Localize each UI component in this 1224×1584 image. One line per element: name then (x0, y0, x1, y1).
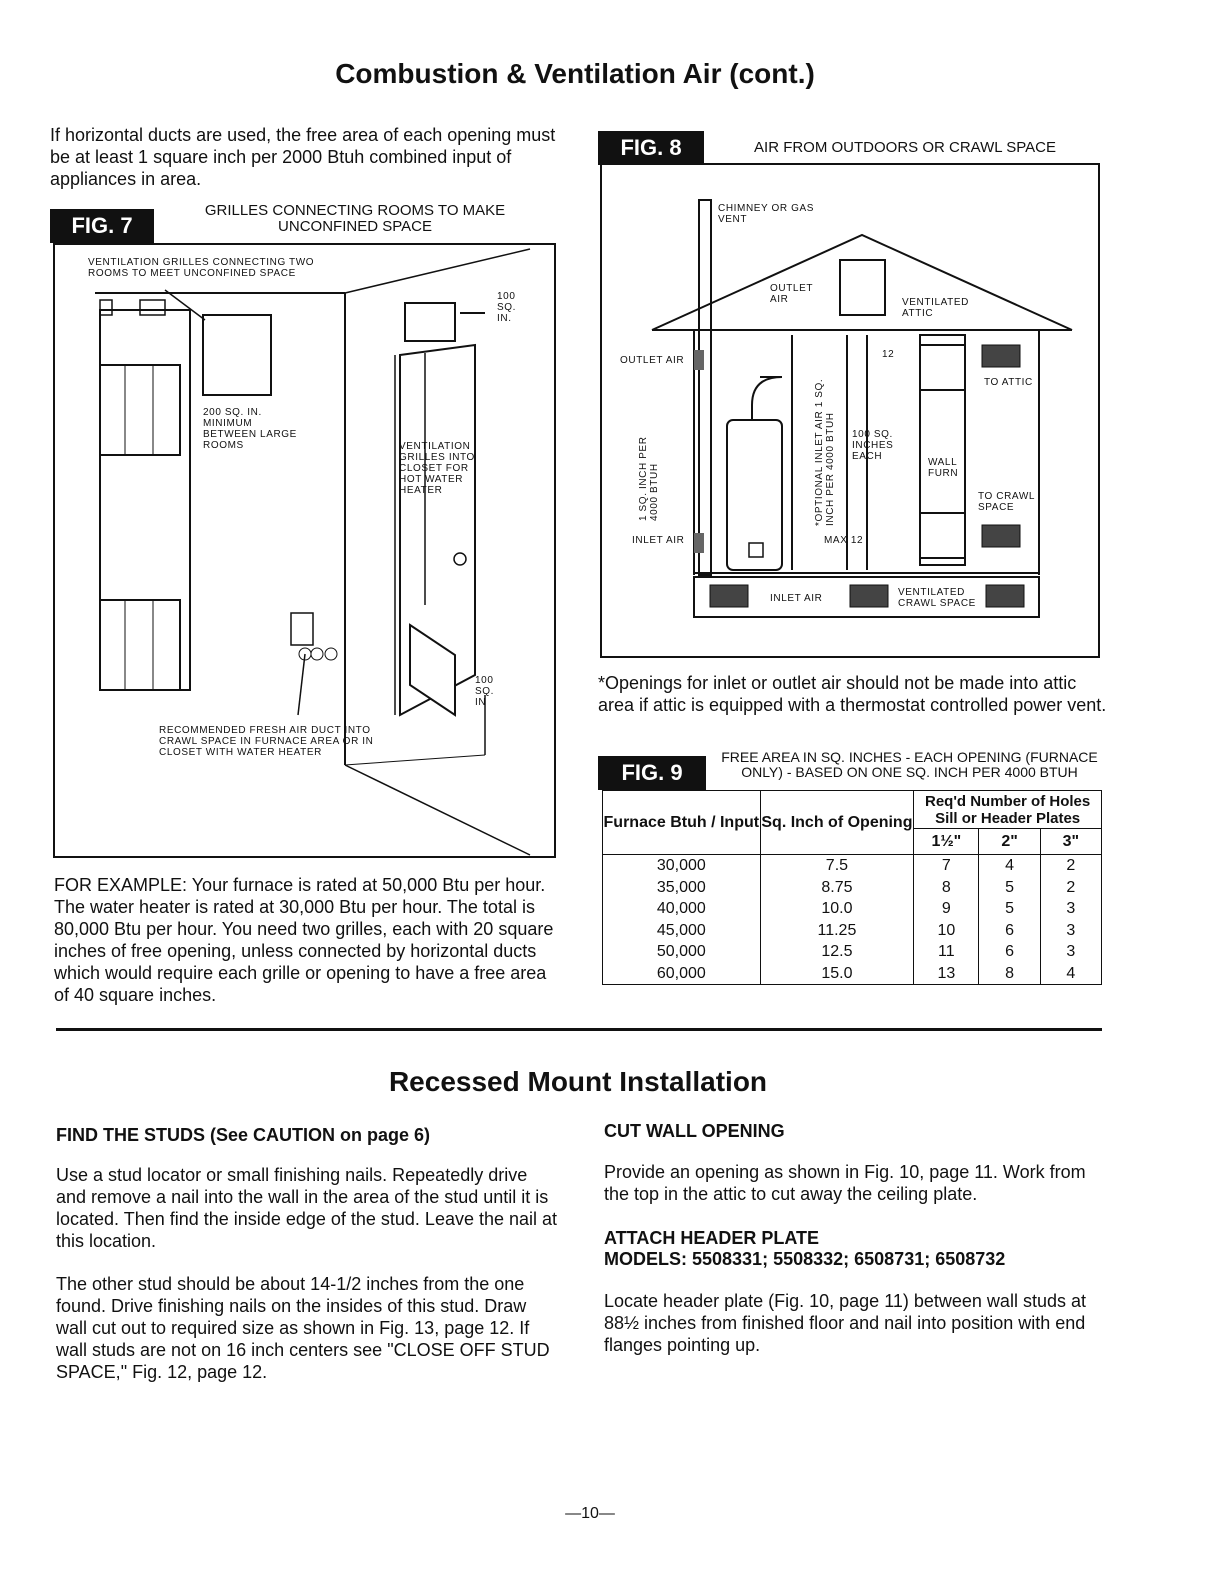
header-3: 3" (1040, 829, 1101, 855)
fig8-note: *Openings for inlet or outlet air should not be made into attic area if attic is equipped with a thermostat controlled power vent. (598, 673, 1107, 715)
fig8-label-outlet-air-top: OUTLET AIR (770, 283, 813, 305)
fig8-label-to-crawl: TO CRAWL SPACE (978, 491, 1035, 513)
fig8-label-wall-furn: WALL FURN (928, 457, 959, 479)
fig7-label-100-top: 100 SQ. IN. (497, 291, 517, 324)
holes-value: 13 (937, 964, 956, 982)
fig7-diagram (53, 243, 556, 858)
holes-value: 6 (1005, 921, 1015, 939)
fig8-label-side-rate: 1 SQ. INCH PER 4000 BTUH (638, 436, 660, 521)
fig8-tag: FIG. 8 (598, 131, 704, 165)
holes-value: 4 (1066, 964, 1076, 982)
sq-inch-value: 12.5 (821, 943, 853, 960)
col-btuh (603, 855, 761, 985)
furnace-top-grille (100, 365, 180, 455)
fig9-table (602, 790, 1102, 985)
holes-value: 6 (1005, 943, 1015, 960)
holes-value: 8 (941, 878, 951, 896)
fig7-label-200-min: 200 SQ. IN. MINIMUM BETWEEN LARGE ROOMS (203, 407, 297, 451)
sq-inch-value: 11.25 (817, 921, 857, 939)
header-1-5: 1½" (914, 829, 979, 855)
header-sq-inch: Sq. Inch of Opening (760, 791, 914, 855)
fig9-tag: FIG. 9 (598, 756, 706, 790)
cut-wall-heading: CUT WALL OPENING (604, 1121, 785, 1141)
holes-value: 10 (937, 921, 956, 939)
find-studs-para2: The other stud should be about 14-1/2 inches from the one found. Drive finishing nails on the insides of this stud. Draw wall cut out to required size as shown in Fig. 13, page 12. If wall studs are not on 16 inch centers see "CLOSE OFF STUD SPACE," Fig. 12, page 12. (56, 1274, 550, 1382)
fig9-caption: FREE AREA IN SQ. INCHES - EACH OPENING (FURNACE ONLY) - BASED ON ONE SQ. INCH PER 4000 BTUH (721, 749, 1098, 780)
holes-value: 5 (1005, 878, 1015, 896)
btuh-value: 40,000 (656, 900, 706, 917)
holes-value: 8 (1005, 964, 1015, 982)
sq-inch-value: 8.75 (821, 878, 853, 896)
holes-value: 2 (1066, 878, 1076, 896)
fig8-label-ventilated-attic: VENTILATED ATTIC (902, 297, 969, 319)
holes-value: 3 (1066, 921, 1076, 939)
col-holes-3 (1040, 855, 1101, 985)
fig8-label-optional-inlet: *OPTIONAL INLET AIR 1 SQ. INCH PER 4000 BTUH (814, 378, 836, 526)
holes-value: 3 (1066, 900, 1076, 917)
header-2: 2" (979, 829, 1040, 855)
holes-value: 7 (941, 857, 951, 874)
example-paragraph: FOR EXAMPLE: Your furnace is rated at 50,000 Btu per hour. The water heater is rated at 30,000 Btu per hour. The total is 80,000 Btu per hour. You need two grilles, each with 20 square inches of free opening, unless connected by horizontal ducts which would require each grille or opening to have a free area of 40 square inches. (54, 875, 554, 1005)
holes-value: 9 (941, 900, 951, 917)
btuh-value: 30,000 (656, 857, 706, 874)
col-holes-1-5 (914, 855, 979, 985)
holes-value: 11 (938, 943, 955, 960)
fig8-label-ventilated-crawl: VENTILATED CRAWL SPACE (898, 587, 976, 609)
fig7-tag: FIG. 7 (50, 209, 154, 243)
fig8-label-inlet-air-left: INLET AIR (632, 535, 685, 546)
section2-title: Recessed Mount Installation (388, 1066, 768, 1097)
page-number: —10— (565, 1505, 615, 1522)
fig8-label-max-12: MAX 12 (824, 535, 864, 546)
fig8-label-outlet-air-left: OUTLET AIR (620, 355, 685, 366)
fig7-illustration (55, 245, 554, 856)
fig8-label-100-sq: 100 SQ. INCHES EACH (852, 429, 894, 462)
fig7-label-fresh-air: RECOMMENDED FRESH AIR DUCT INTO CRAWL SPACE IN FURNACE AREA OR IN CLOSET WITH WATER HEATER (159, 725, 374, 758)
models-heading: MODELS: 5508331; 5508332; 6508731; 6508732 (604, 1249, 1006, 1269)
fig8-caption: AIR FROM OUTDOORS OR CRAWL SPACE (754, 139, 1056, 156)
btuh-value: 50,000 (656, 943, 706, 960)
holes-value: 3 (1066, 943, 1076, 960)
fig7-caption: GRILLES CONNECTING ROOMS TO MAKE UNCONFINED SPACE (204, 202, 506, 235)
holes-value: 5 (1005, 900, 1015, 917)
col-sq-inch (760, 855, 914, 985)
attach-header-heading: ATTACH HEADER PLATE (604, 1228, 819, 1248)
fig7-label-closet-grilles: VENTILATION GRILLES INTO CLOSET FOR HOT WATER HEATER (399, 441, 475, 496)
intro-paragraph: If horizontal ducts are used, the free area of each opening must be at least 1 square inch per 2000 Btuh combined input of appliances in area. (50, 125, 556, 189)
fig8-label-to-attic: TO ATTIC (984, 377, 1033, 388)
fig8-label-inlet-air-bottom: INLET AIR (770, 593, 823, 604)
attach-header-para: Locate header plate (Fig. 10, page 11) between wall studs at 88½ inches from finished floor and nail into position with end flanges pointing up. (604, 1291, 1086, 1355)
btuh-value: 35,000 (656, 878, 706, 896)
page-title: Combustion & Ventilation Air (cont.) (335, 58, 815, 89)
fig8-illustration (602, 165, 1098, 656)
furnace-bottom-grille (100, 600, 180, 690)
find-studs-para1: Use a stud locator or small finishing nails. Repeatedly drive and remove a nail into the wall in the area of the stud until it is located. Then find the inside edge of the stud. Leave the nail at this location. (56, 1165, 558, 1251)
sq-inch-value: 7.5 (825, 857, 849, 874)
section-divider (56, 1028, 1102, 1031)
cut-wall-para: Provide an opening as shown in Fig. 10, page 11. Work from the top in the attic to cut away the ceiling plate. (604, 1162, 1086, 1204)
sq-inch-value: 15.0 (821, 964, 853, 982)
fig7-label-ventilation-grilles: VENTILATION GRILLES CONNECTING TWO ROOMS TO MEET UNCONFINED SPACE (88, 257, 315, 279)
col-holes-2 (979, 855, 1040, 985)
holes-value: 4 (1005, 857, 1015, 874)
fig8-label-chimney: CHIMNEY OR GAS VENT (718, 203, 815, 225)
btuh-value: 60,000 (656, 964, 706, 982)
header-furnace: Furnace Btuh / Input (603, 791, 761, 855)
sq-inch-value: 10.0 (821, 900, 853, 917)
fig7-label-100-bottom: 100 SQ. IN (475, 675, 495, 708)
holes-value: 2 (1066, 857, 1076, 874)
fig8-diagram (600, 163, 1100, 658)
fig8-label-12-top: 12 (882, 349, 895, 360)
btuh-value: 45,000 (656, 921, 706, 939)
header-holes: Req'd Number of Holes Sill or Header Plates (914, 791, 1102, 829)
find-studs-heading: FIND THE STUDS (See CAUTION on page 6) (56, 1125, 431, 1145)
wall-grille-200 (203, 315, 271, 395)
